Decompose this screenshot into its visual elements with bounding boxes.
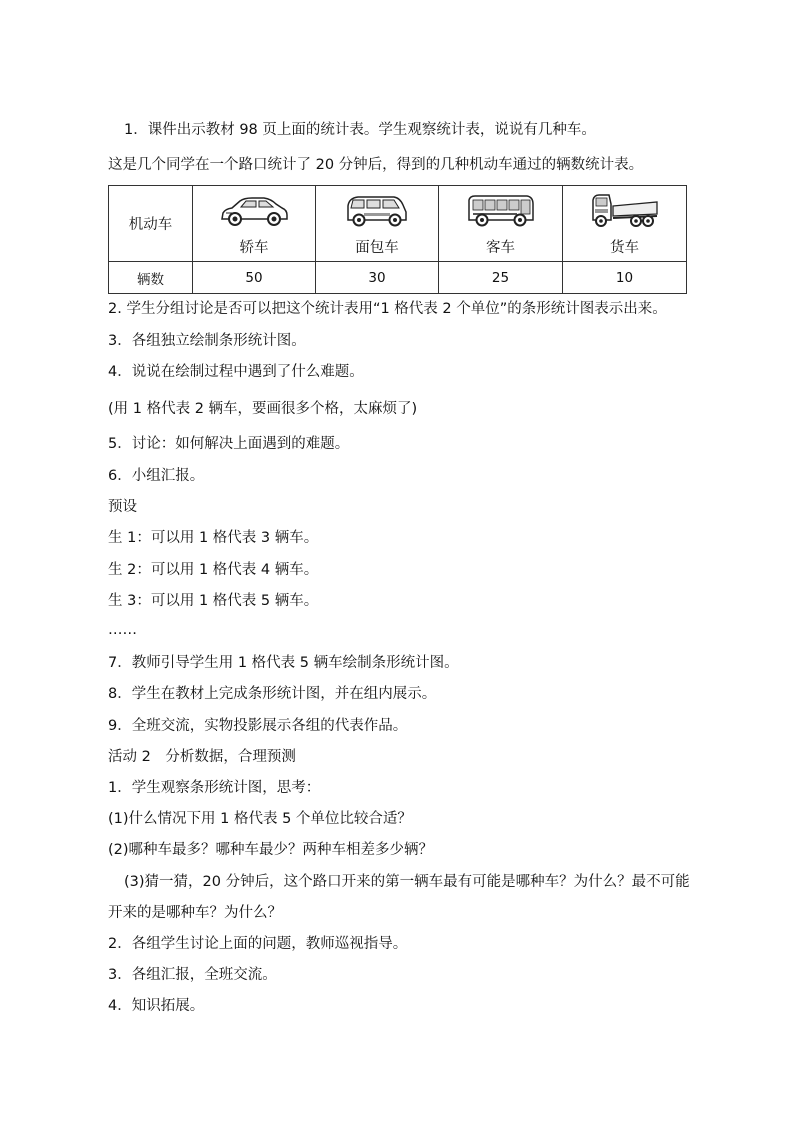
vehicle-cell-truck xyxy=(563,186,687,262)
count-bus: 25 xyxy=(439,262,563,294)
step-9-line: 9．全班交流，实物投影展示各组的代表作品。 xyxy=(108,718,408,734)
row-header-count: 辆数 xyxy=(109,262,193,294)
vehicle-name-bus: 客车 xyxy=(486,240,515,256)
student-1-line: 生 1：可以用 1 格代表 3 辆车。 xyxy=(108,530,319,546)
vehicle-name-truck: 货车 xyxy=(610,240,639,256)
count-truck: 10 xyxy=(563,262,687,294)
preset-heading: 预设 xyxy=(108,499,137,515)
table-intro-line: 这是几个同学在一个路口统计了 20 分钟后，得到的几种机动车通过的辆数统计表。 xyxy=(108,157,644,173)
vehicle-cell-bus xyxy=(439,186,563,262)
step-2-line: 2. 学生分组讨论是否可以把这个统计表用“1 格代表 2 个单位”的条形统计图表示出来。 xyxy=(108,301,667,317)
activity-2-step-3-line: 3．各组汇报，全班交流。 xyxy=(108,967,277,983)
vehicle-cell-sedan xyxy=(193,186,316,262)
step-3-line: 3．各组独立绘制条形统计图。 xyxy=(108,333,306,349)
activity-2-step-1-line: 1．学生观察条形统计图，思考： xyxy=(108,780,321,796)
step-1-line: 1．课件出示教材 98 页上面的统计表。学生观察统计表，说说有几种车。 xyxy=(124,122,596,138)
student-3-line: 生 3：可以用 1 格代表 5 辆车。 xyxy=(108,593,319,609)
activity-2-step-4-line: 4．知识拓展。 xyxy=(108,998,205,1014)
ellipsis-line: …… xyxy=(108,622,137,638)
vehicle-count-table xyxy=(108,185,687,294)
count-sedan: 50 xyxy=(193,262,316,294)
row-header-vehicle: 机动车 xyxy=(109,186,193,262)
truck-icon xyxy=(589,190,661,230)
step-7-line: 7．教师引导学生用 1 格代表 5 辆车绘制条形统计图。 xyxy=(108,655,459,671)
question-3-continued-line: 开来的是哪种车？为什么？ xyxy=(108,905,282,921)
activity-2-step-2-line: 2．各组学生讨论上面的问题，教师巡视指导。 xyxy=(108,936,408,952)
activity-2-heading: 活动 2 分析数据，合理预测 xyxy=(108,749,296,765)
step-6-line: 6．小组汇报。 xyxy=(108,468,205,484)
question-1-line: (1)什么情况下用 1 格代表 5 个单位比较合适？ xyxy=(108,811,412,827)
step-8-line: 8．学生在教材上完成条形统计图，并在组内展示。 xyxy=(108,686,437,702)
bus-icon xyxy=(465,192,537,230)
step-5-line: 5．讨论：如何解决上面遇到的难题。 xyxy=(108,436,350,452)
student-2-line: 生 2：可以用 1 格代表 4 辆车。 xyxy=(108,562,319,578)
question-2-line: (2)哪种车最多？哪种车最少？两种车相差多少辆？ xyxy=(108,842,434,858)
vehicle-name-minivan: 面包车 xyxy=(355,240,399,256)
minivan-icon xyxy=(344,192,410,230)
difficulty-note-line: (用 1 格代表 2 辆车，要画很多个格，太麻烦了) xyxy=(108,401,418,417)
sedan-car-icon xyxy=(218,192,290,230)
vehicle-name-sedan: 轿车 xyxy=(239,240,269,256)
question-3-line: (3)猜一猜，20 分钟后，这个路口开来的第一辆车最有可能是哪种车？为什么？最不可能 xyxy=(124,874,690,890)
step-4-line: 4．说说在绘制过程中遇到了什么难题。 xyxy=(108,364,364,380)
vehicle-cell-minivan xyxy=(316,186,439,262)
count-minivan: 30 xyxy=(316,262,439,294)
